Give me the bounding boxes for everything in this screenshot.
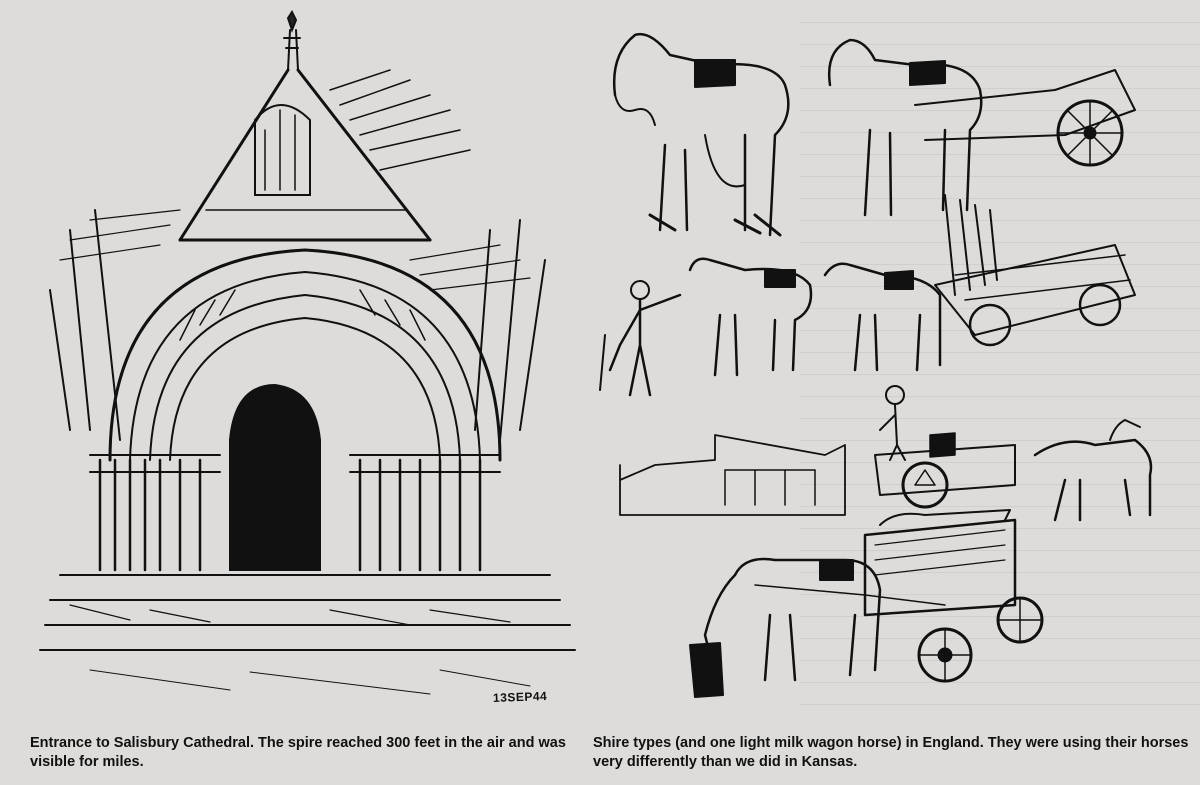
shire-horses-sketch bbox=[595, 15, 1170, 705]
cathedral-drawing bbox=[30, 10, 590, 710]
cathedral-caption: Entrance to Salisbury Cathedral. The spire reached 300 feet in the air and was visible for miles. bbox=[30, 735, 566, 770]
shire-horses-caption: Shire types (and one light milk wagon horse) in England. They were using their horses very differently than we did in Kansas. bbox=[593, 735, 1189, 770]
sketch-date-signature: 13SEP44 bbox=[492, 689, 548, 705]
cathedral-entrance-sketch bbox=[30, 10, 590, 710]
horses-drawing bbox=[595, 15, 1170, 705]
